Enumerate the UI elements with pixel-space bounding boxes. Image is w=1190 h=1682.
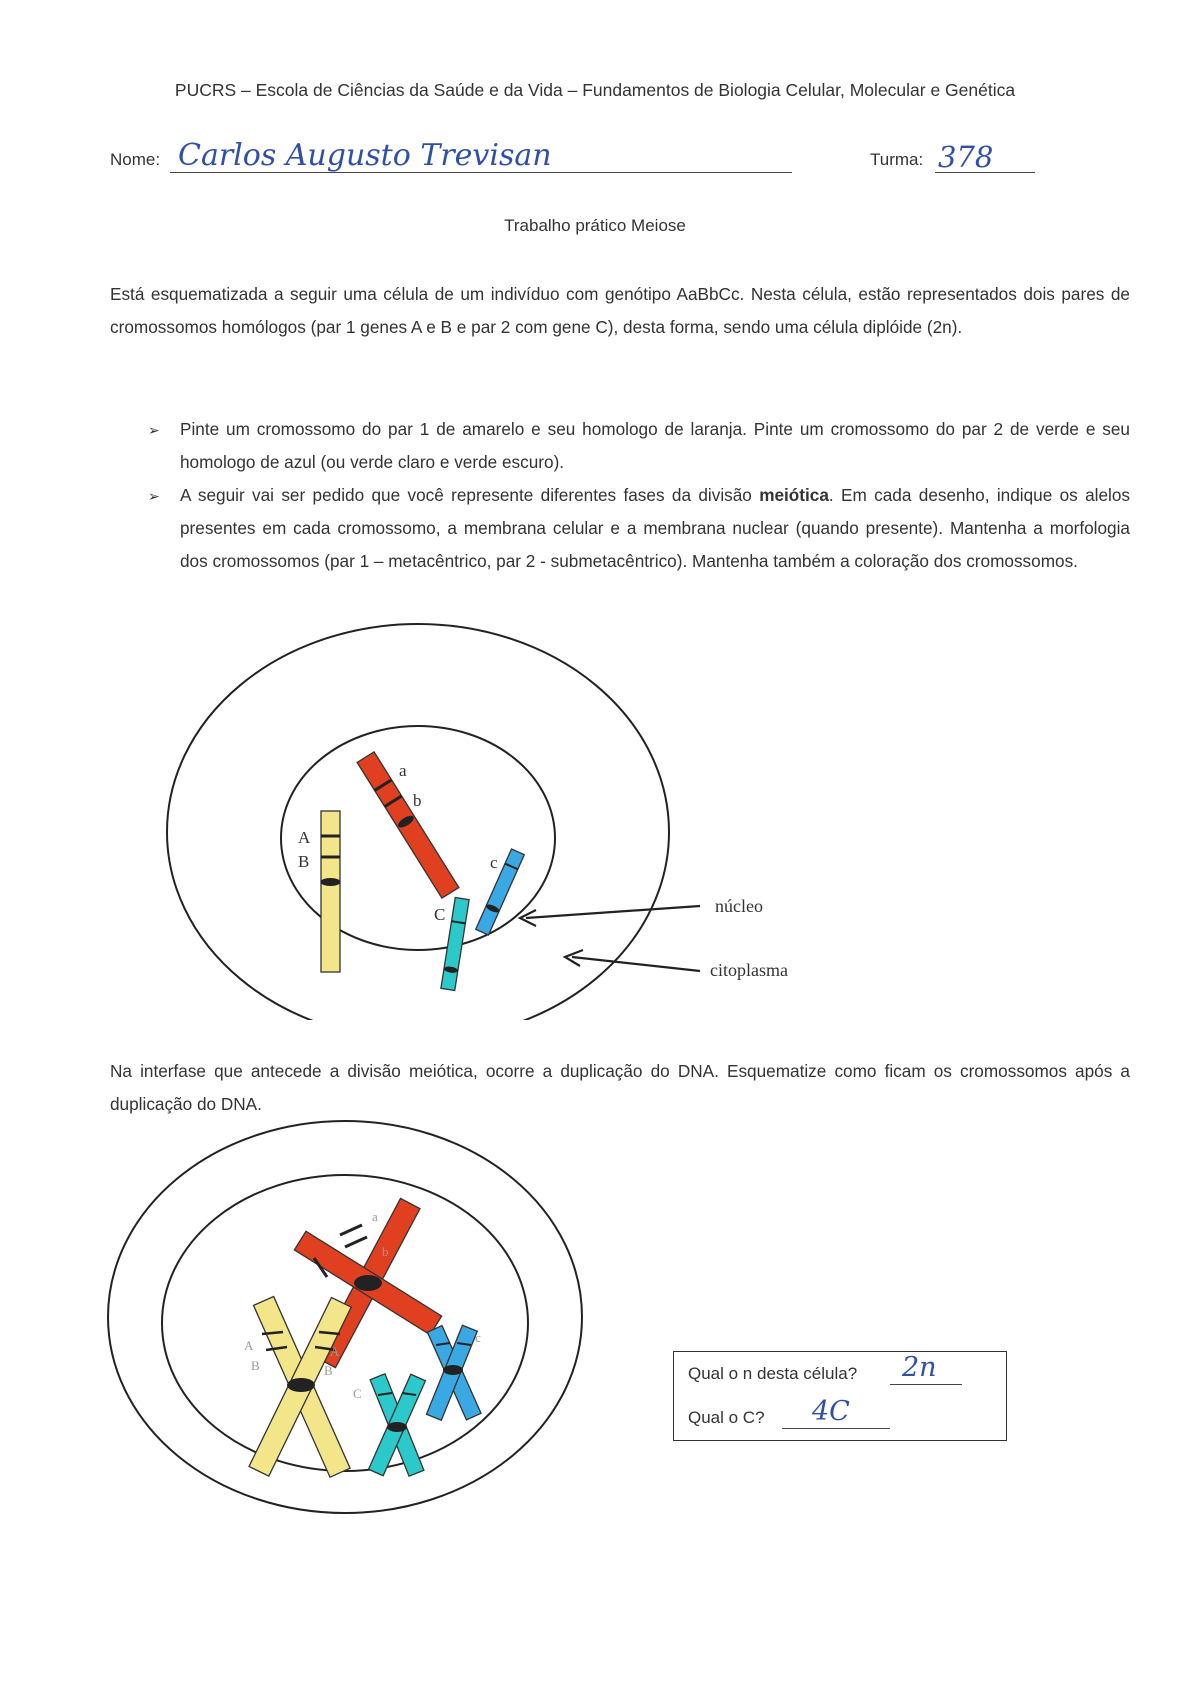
question-c-label: Qual o C? [688,1408,765,1427]
intro-paragraph: Está esquematizada a seguir uma célula de um indivíduo com genótipo AaBbCc. Nesta célula, estão representados dois pares de cromossomos homólogos (par 1 genes A e B e par 2 com gene C), desta forma, sendo uma célula diplóide (2n). [110,284,1130,337]
instruction-item-2-start: A seguir vai ser pedido que você represente diferentes fases da divisão [180,485,760,505]
allele-pencil-C: C [353,1386,362,1401]
allele-label-b: b [413,791,422,810]
allele-label-a: a [399,761,407,780]
name-label: Nome: [110,150,161,169]
allele-pencil-c: c [475,1330,481,1345]
allele-pencil-B: B [251,1358,260,1373]
allele-pencil-A: A [244,1338,254,1353]
duplicated-chromosome-blue [426,1325,481,1420]
interphase-paragraph: Na interfase que antecede a divisão meiótica, ocorre a duplicação do DNA. Esquematize como ficam os cromossomos após a duplicação do DNA. [110,1061,1130,1114]
cell-figure-2 [0,1120,640,1540]
allele-label-C: C [434,905,446,924]
allele-pencil-a: a [372,1209,378,1224]
answer-n[interactable]: 2n [902,1352,937,1383]
duplicated-chromosome-cyan [369,1374,426,1476]
allele-label-B: B [298,852,310,871]
bullet-icon: ➢ [148,422,160,438]
page-title: Trabalho prático Meiose [504,216,686,235]
chromosome-blue-pair2 [476,849,525,935]
cytoplasm-arrow-line [572,957,700,971]
answer-n-line [890,1384,962,1385]
chromosome-red-pair1 [357,752,459,898]
question-n-label: Qual o n desta célula? [688,1364,858,1383]
chromosome-yellow-pair1 [321,811,341,972]
allele-label-c: c [490,853,498,872]
nucleus-label: núcleo [715,896,763,916]
bullet-icon: ➢ [148,488,160,504]
allele-pencil-b: b [382,1244,389,1259]
allele-pencil-A2: A [330,1344,340,1359]
class-label: Turma: [870,150,924,169]
allele-pencil-B2: B [324,1363,333,1378]
instruction-item-2 [180,479,1130,578]
nucleus-arrow-line [526,906,700,918]
instruction-item-2-bold: meiótica [759,485,829,505]
instruction-item-1: Pinte um cromossomo do par 1 de amarelo e seu homologo de laranja. Pinte um cromossomo do par 2 de verde e seu homologo de azul (ou verde claro e verde escuro). [180,419,1130,472]
cell-figure-1 [0,600,1190,1020]
cytoplasm-label: citoplasma [710,960,788,980]
name-value[interactable]: Carlos Augusto Trevisan [178,138,552,173]
duplicated-chromosome-yellow [249,1296,351,1477]
answer-c[interactable]: 4C [812,1396,850,1427]
answer-c-line [782,1428,890,1429]
allele-label-A: A [298,828,311,847]
instruction-item-2-end: . Em cada desenho, indique os alelos presentes em cada cromossomo, a membrana celular e a membrana nuclear (quando presente). Mantenha a morfologia dos cromossomos (par 1 – metacêntrico, par 2 - submetacêntrico). Mantenha também a coloração dos cromossomos. [180,485,1130,571]
class-value[interactable]: 378 [938,140,994,174]
course-header: PUCRS – Escola de Ciências da Saúde e da Vida – Fundamentos de Biologia Celular, Molecular e Genética [174,80,1016,100]
